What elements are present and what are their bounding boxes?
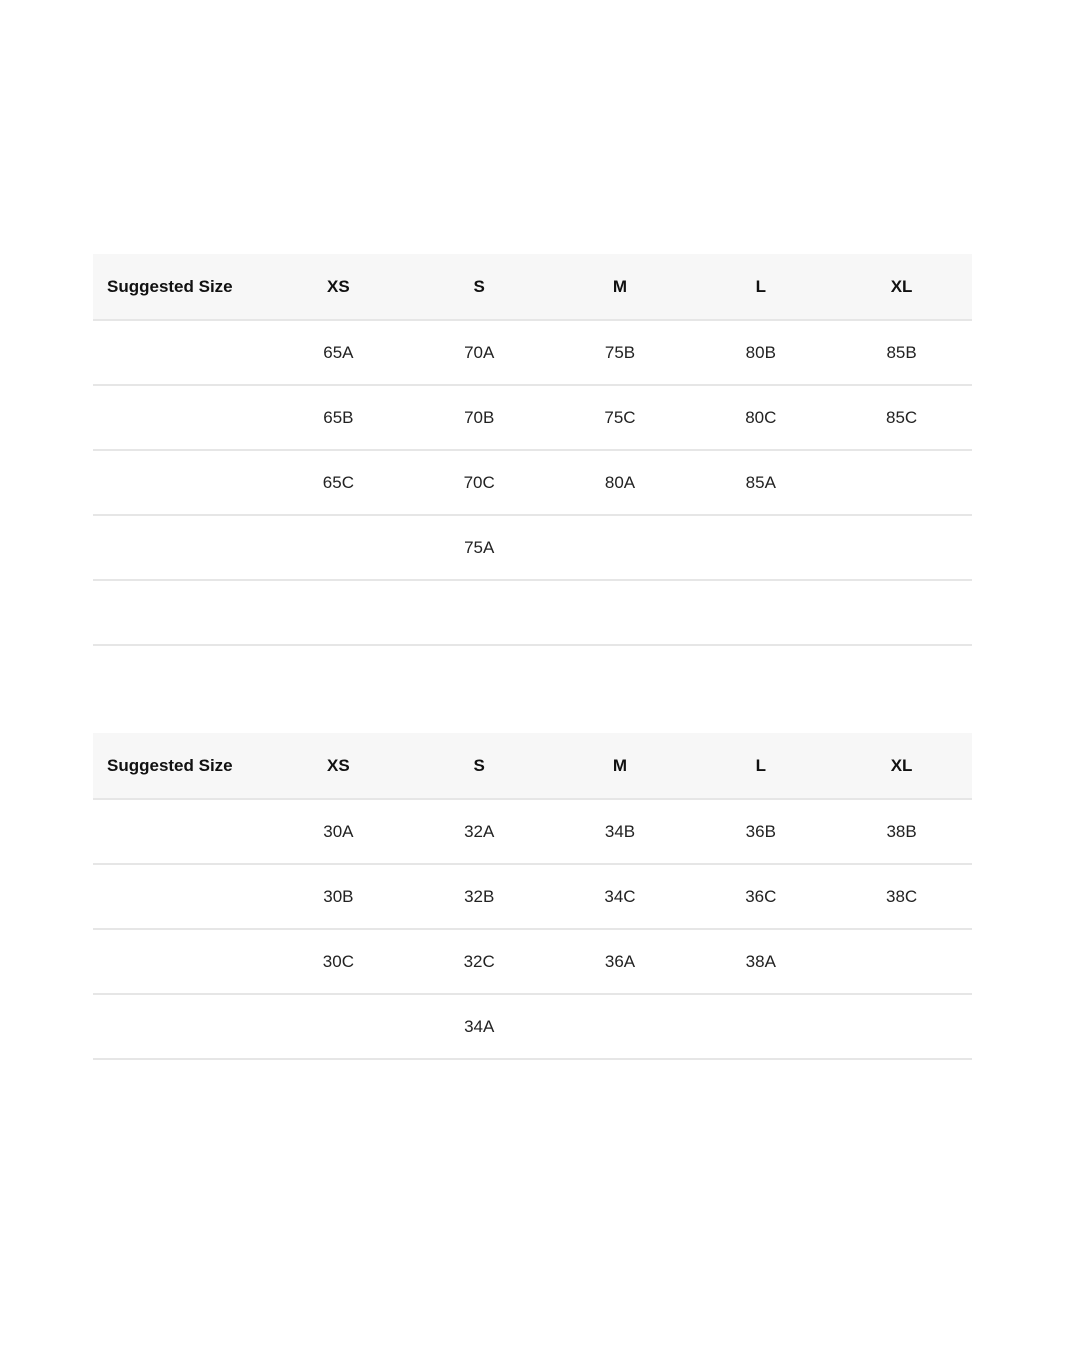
us-size-table bbox=[93, 733, 972, 1060]
size-cell: 34C bbox=[550, 864, 691, 929]
size-cell bbox=[550, 515, 691, 580]
size-cell: 36B bbox=[690, 799, 831, 864]
table-row bbox=[93, 864, 972, 929]
size-cell: 70C bbox=[409, 450, 550, 515]
size-cell bbox=[831, 450, 972, 515]
size-cell: 36A bbox=[550, 929, 691, 994]
size-cell: 70A bbox=[409, 320, 550, 385]
table-row bbox=[93, 320, 972, 385]
size-cell: 85A bbox=[690, 450, 831, 515]
table-row bbox=[93, 929, 972, 994]
size-cell: 65C bbox=[268, 450, 409, 515]
size-cell: 32A bbox=[409, 799, 550, 864]
size-cell: 38A bbox=[690, 929, 831, 994]
size-cell bbox=[831, 929, 972, 994]
size-cell: 75C bbox=[550, 385, 691, 450]
size-cell: 34B bbox=[550, 799, 691, 864]
size-cell: 36C bbox=[690, 864, 831, 929]
size-cell: 85B bbox=[831, 320, 972, 385]
row-label-cell bbox=[93, 799, 268, 864]
size-cell bbox=[690, 515, 831, 580]
row-label-cell bbox=[93, 929, 268, 994]
table-row bbox=[93, 385, 972, 450]
suggested-size-header: Suggested Size bbox=[93, 254, 268, 320]
suggested-size-header: Suggested Size bbox=[93, 733, 268, 799]
table-row bbox=[93, 515, 972, 580]
size-cell: 80C bbox=[690, 385, 831, 450]
size-header-xl: XL bbox=[831, 733, 972, 799]
table-row bbox=[93, 799, 972, 864]
table-row bbox=[93, 450, 972, 515]
size-header-xs: XS bbox=[268, 733, 409, 799]
row-label-cell bbox=[93, 515, 268, 580]
size-cell: 38B bbox=[831, 799, 972, 864]
table-row bbox=[93, 994, 972, 1059]
size-cell: 65A bbox=[268, 320, 409, 385]
size-cell: 75B bbox=[550, 320, 691, 385]
row-label-cell bbox=[93, 320, 268, 385]
row-label-cell bbox=[93, 385, 268, 450]
size-cell bbox=[831, 994, 972, 1059]
size-cell: 80B bbox=[690, 320, 831, 385]
size-cell bbox=[550, 580, 691, 645]
size-cell bbox=[831, 580, 972, 645]
size-cell: 34A bbox=[409, 994, 550, 1059]
size-cell bbox=[831, 515, 972, 580]
size-cell bbox=[690, 580, 831, 645]
size-cell bbox=[268, 515, 409, 580]
row-label-cell bbox=[93, 450, 268, 515]
size-header-m: M bbox=[550, 733, 691, 799]
size-header-s: S bbox=[409, 733, 550, 799]
size-cell: 30B bbox=[268, 864, 409, 929]
size-cell: 38C bbox=[831, 864, 972, 929]
size-header-xl: XL bbox=[831, 254, 972, 320]
row-label-cell bbox=[93, 994, 268, 1059]
size-cell: 70B bbox=[409, 385, 550, 450]
size-cell bbox=[268, 994, 409, 1059]
size-header-s: S bbox=[409, 254, 550, 320]
size-cell: 80A bbox=[550, 450, 691, 515]
size-cell: 30C bbox=[268, 929, 409, 994]
size-cell bbox=[690, 994, 831, 1059]
size-cell: 85C bbox=[831, 385, 972, 450]
size-cell bbox=[550, 994, 691, 1059]
size-header-l: L bbox=[690, 254, 831, 320]
row-label-cell bbox=[93, 580, 268, 645]
size-cell bbox=[409, 580, 550, 645]
size-cell bbox=[268, 580, 409, 645]
size-header-xs: XS bbox=[268, 254, 409, 320]
size-cell: 30A bbox=[268, 799, 409, 864]
table-header-row bbox=[93, 733, 972, 799]
size-cell: 32B bbox=[409, 864, 550, 929]
eu-size-table bbox=[93, 254, 972, 646]
size-cell: 75A bbox=[409, 515, 550, 580]
size-cell: 65B bbox=[268, 385, 409, 450]
size-cell: 32C bbox=[409, 929, 550, 994]
table-row bbox=[93, 580, 972, 645]
row-label-cell bbox=[93, 864, 268, 929]
table-header-row bbox=[93, 254, 972, 320]
size-header-l: L bbox=[690, 733, 831, 799]
size-header-m: M bbox=[550, 254, 691, 320]
